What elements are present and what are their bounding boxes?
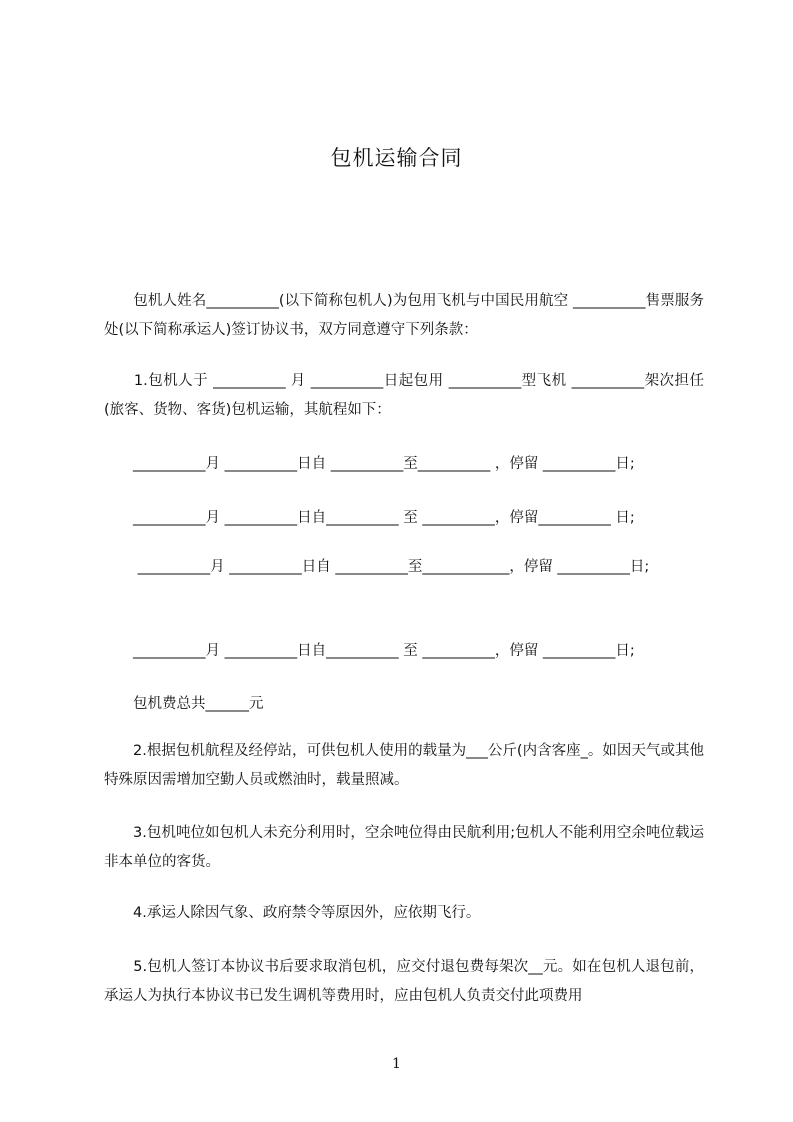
clause-5: 5.包机人签订本协议书后要求取消包机，应交付退包费每架次__元。如在包机人退包前，承运人为执行本协议书已发生调机等费用时，应由包机人负责交付此项费用 (104, 959, 704, 1004)
route-row-2: __________月 __________日自__________ 至 __________，停留__________ 日; (104, 510, 635, 526)
route-row-3: __________月 __________日自 __________至____________，停留 __________日; (104, 559, 650, 575)
clause-1: 1.包机人于 __________ 月 __________日起包用 __________型飞机 __________架次担任(旅客、货物、客货)包机运输，其航程如下： (104, 373, 704, 418)
clause-4: 4.承运人除因气象、政府禁令等原因外，应依期飞行。 (104, 905, 481, 921)
clause-3: 3.包机吨位如包机人未充分利用时，空余吨位得由民航利用;包机人不能利用空余吨位载运非本单位的客货。 (104, 825, 704, 870)
intro-paragraph: 包机人姓名__________(以下简称包机人)为包用飞机与中国民用航空 __________售票服务处(以下简称承运人)签订协议书，双方同意遵守下列条款： (104, 293, 704, 338)
clause-2: 2.根据包机航程及经停站，可供包机人使用的载量为___公斤(内含客座_。如因天气或其他特殊原因需增加空勤人员或燃油时，载量照减。 (104, 743, 704, 788)
route-row-1: __________月 __________日自 __________至__________ ，停留 __________日; (104, 456, 635, 472)
page-number: 1 (392, 1056, 401, 1072)
route-row-4: __________月 __________日自__________ 至 __________，停留 __________日; (104, 643, 635, 659)
total-fee: 包机费总共______元 (104, 696, 264, 712)
document-title: 包机运输合同 (330, 146, 463, 170)
